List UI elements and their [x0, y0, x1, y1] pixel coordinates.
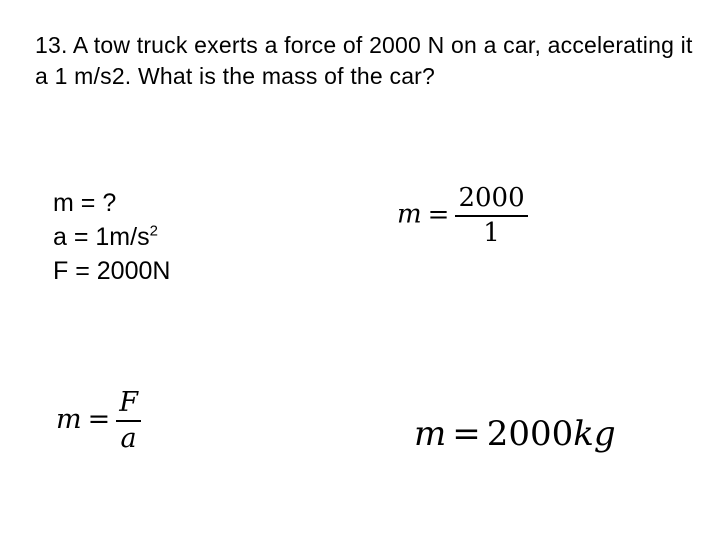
formula-fraction-bar	[116, 420, 141, 422]
formula-fraction	[116, 388, 141, 453]
given-acceleration-exponent: 2	[149, 222, 158, 240]
given-acceleration	[53, 220, 170, 254]
formula-numerator: F	[119, 387, 138, 418]
formula-lhs: m	[56, 404, 82, 436]
result-equals: =	[452, 414, 481, 454]
substitution-equation	[397, 184, 528, 247]
formula-denominator: a	[120, 422, 137, 454]
result-value: 2000	[486, 414, 574, 454]
given-acceleration-base: a = 1m/s	[53, 223, 150, 251]
substitution-lhs: m	[397, 199, 422, 230]
given-values	[53, 186, 170, 288]
given-force: F = 2000N	[53, 257, 171, 285]
formula-equals: =	[87, 404, 111, 436]
result-lhs: m	[414, 414, 447, 454]
given-mass: m = ?	[53, 189, 117, 217]
substitution-fraction-bar	[455, 215, 527, 217]
formula-equation	[56, 388, 141, 453]
question-text: 13. A tow truck exerts a force of 2000 N on a car, accelerating it a 1 m/s2. What is the mass of the car?	[35, 32, 693, 89]
substitution-fraction	[455, 184, 527, 247]
substitution-denominator: 1	[483, 217, 500, 248]
result-unit: kg	[573, 414, 616, 454]
result-equation	[414, 414, 616, 454]
substitution-equals: =	[427, 199, 450, 230]
substitution-numerator: 2000	[458, 183, 525, 213]
